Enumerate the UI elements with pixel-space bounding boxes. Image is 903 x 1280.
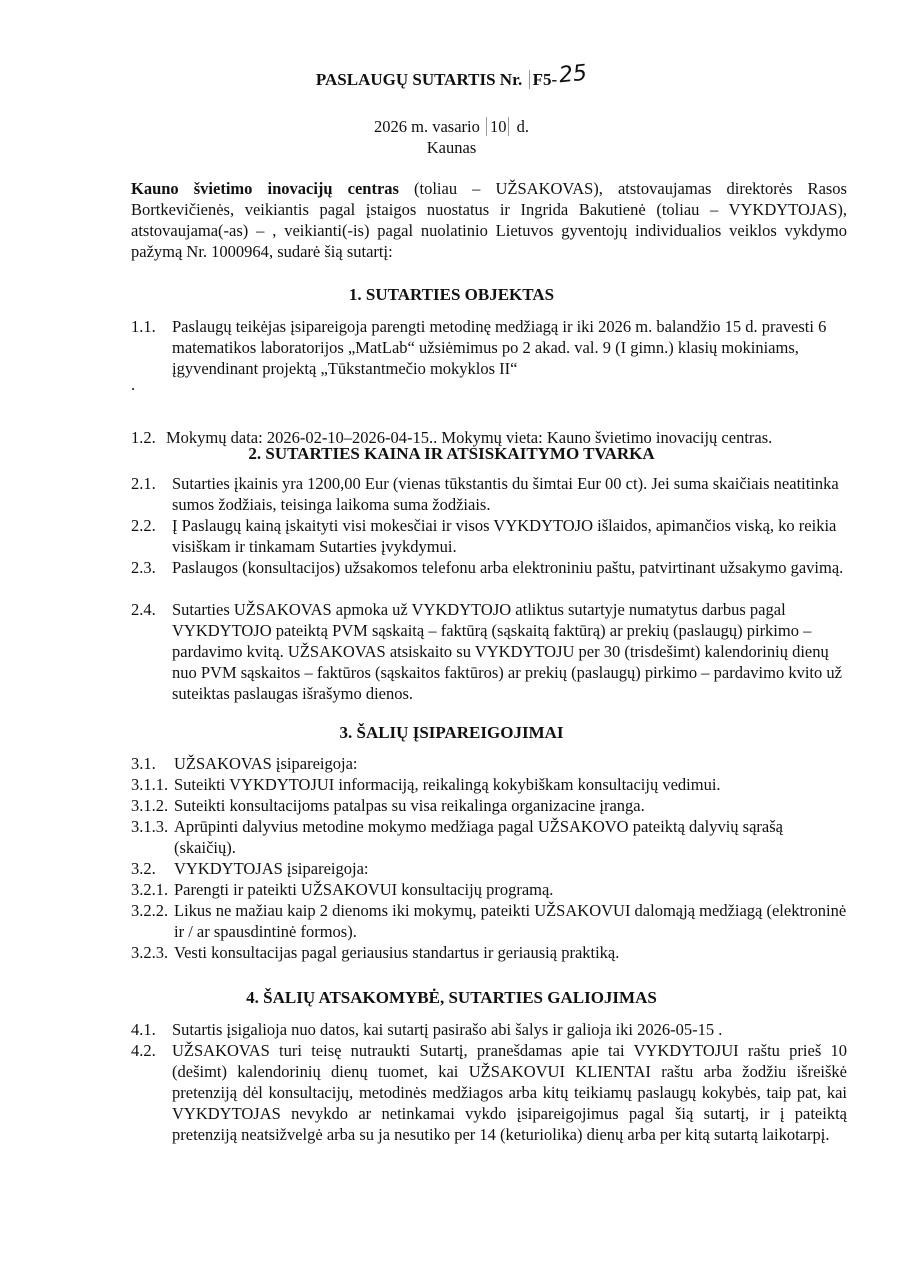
clause-text: UŽSAKOVAS įsipareigoja: bbox=[174, 754, 358, 773]
clause-number: 1.2. bbox=[131, 428, 156, 447]
clause-text: Suteikti VYKDYTOJUI informaciją, reikalingą kokybiškam konsultacijų vedimui. bbox=[174, 775, 721, 794]
clause-text: Likus ne mažiau kaip 2 dienoms iki mokymų, pateikti UŽSAKOVUI dalomąją medžiagą (elektroninė ir / ar spausdintinė formos). bbox=[174, 901, 847, 941]
clause-text: Sutarties įkainis yra 1200,00 Eur (vienas tūkstantis du šimtai Eur 00 ct). Jei suma skaičiais neatitinka sumos žodžiais, teisinga laikoma suma žodžiais. bbox=[172, 474, 839, 514]
clause-text: Į Paslaugų kainą įskaityti visi mokesčiai ir visos VYKDYTOJO išlaidos, apimančios viską, ko reikia visiškam ir tinkamam Sutarties įvykdymui. bbox=[172, 516, 837, 556]
clause-number: 2.3. bbox=[131, 558, 156, 577]
section-heading-4: 4. ŠALIŲ ATSAKOMYBĖ, SUTARTIES GALIOJIMAS bbox=[246, 988, 657, 1007]
clause-text: Suteikti konsultacijoms patalpas su visa reikalinga organizacine įranga. bbox=[174, 796, 645, 815]
party-customer: Kauno švietimo inovacijų centras bbox=[131, 179, 399, 198]
intro-text-3: , veikianti(-is) pagal bbox=[264, 221, 421, 240]
clause-number: 3.1. bbox=[131, 754, 156, 773]
clause-number: 1.1. bbox=[131, 317, 156, 336]
date-suffix: d. bbox=[508, 117, 529, 136]
clause-number: 3.2. bbox=[131, 859, 156, 878]
clause-number: 3.1.1. bbox=[131, 775, 169, 794]
clause-text: Sutartis įsigalioja nuo datos, kai sutartį pasirašo abi šalys ir galioja iki 2026-05-15 . bbox=[172, 1020, 723, 1039]
intro-dash: – bbox=[256, 221, 265, 240]
clause-number: 3.1.3. bbox=[131, 817, 169, 836]
clause-text: Paslaugos (konsultacijos) užsakomos telefonu arba elektroniniu paštu, patvirtinant užsakymo gavimą. bbox=[172, 558, 844, 577]
clause-number: 4.1. bbox=[131, 1020, 156, 1039]
clause-text: Parengti ir pateikti UŽSAKOVUI konsultacijų programą. bbox=[174, 880, 554, 899]
intro-text-4: nuolatinio Lietuvos gyventojų individualios veiklos vykdymo pažymą Nr. 1000964 bbox=[131, 221, 847, 261]
date-month: m. vasario bbox=[407, 117, 484, 136]
clause-number: 3.1.2. bbox=[131, 796, 169, 815]
clause-number: 2.2. bbox=[131, 516, 156, 535]
contract-date bbox=[0, 116, 903, 137]
contract-title bbox=[0, 60, 903, 90]
clause-number: 3.2.2. bbox=[131, 901, 169, 920]
stray-dot-mark: . bbox=[131, 375, 136, 394]
clause-text: Sutarties UŽSAKOVAS apmoka už VYKDYTOJO atliktus sutartyje numatytus darbus pagal VYKDYTOJO pateiktą PVM sąskaitą – faktūrą (sąskaitą faktūrą) ar prekių (paslaugų) pirkimo – pardavimo kvitą. UŽSAKOVAS atsiskaito su VYKDYTOJU per 30 (trisdešimt) kalendorinių dienų nuo PVM sąskaitos – faktūros (sąskaitos faktūros) ar prekių (paslaugų) pirkimo – pardavimo kvito už suteiktas paslaugas išrašymo dienos. bbox=[172, 600, 842, 703]
contract-city: Kaunas bbox=[426, 138, 477, 157]
section-heading-2: 2. SUTARTIES KAINA IR ATSISKAITYMO TVARKA bbox=[248, 444, 655, 463]
intro-text-1: (toliau – UŽSAKOVAS), atstovaujamas direktorės Rasos Bortkevičienės, veikiantis pagal įstaigos nuostatus ir bbox=[131, 179, 847, 219]
clause-text: Vesti konsultacijas pagal geriausius standartus ir geriausią praktiką. bbox=[174, 943, 620, 962]
title-text: PASLAUGŲ SUTARTIS Nr. bbox=[315, 70, 523, 89]
contract-number-prefix: F5- bbox=[529, 70, 558, 89]
clause-number: 2.4. bbox=[131, 600, 156, 619]
intro-text-2: (toliau – VYKDYTOJAS), atstovaujama(-as) bbox=[131, 200, 848, 240]
clause-text: Mokymų data: 2026-02-10–2026-04-15.. Mokymų vieta: Kauno švietimo inovacijų centras. bbox=[166, 428, 773, 447]
section-heading-3: 3. ŠALIŲ ĮSIPAREIGOJIMAI bbox=[339, 723, 564, 742]
intro-text-5: , sudarė šią sutartį: bbox=[268, 242, 393, 261]
handwritten-contract-number: 25 bbox=[557, 60, 589, 89]
party-contractor: Ingrida Bakutienė bbox=[520, 200, 646, 219]
clause-text: Aprūpinti dalyvius metodine mokymo medžiaga pagal UŽSAKOVO pateiktą dalyvių sąrašą (skaičių). bbox=[174, 817, 783, 857]
clause-text: UŽSAKOVAS turi teisę nutraukti Sutartį, pranešdamas apie tai VYKDYTOJUI raštu prieš 10 (dešimt) kalendorinių dienų tuomet, kai UŽSAKOVUI KLIENTAI raštu arba žodžiu išreiškė pretenziją dėl konsultacijų, metodinės medžiagos arba kitų teikiamų paslaugų kokybės, taip pat, kai VYKDYTOJAS nevykdo ar netinkamai vykdo įsipareigojimus pagal šią sutartį, ir į pateiktą pretenziją neatsižvelgė arba su ja nesutiko per 14 (keturiolika) dienų arba per kitą sutartą laikotarpį. bbox=[172, 1041, 847, 1144]
clause-text: VYKDYTOJAS įsipareigoja: bbox=[174, 859, 369, 878]
section-heading-1: 1. SUTARTIES OBJEKTAS bbox=[348, 285, 555, 304]
date-day: 10 bbox=[486, 117, 507, 136]
clause-number: 2.1. bbox=[131, 474, 156, 493]
clause-text: Paslaugų teikėjas įsipareigoja parengti metodinę medžiagą ir iki 2026 m. balandžio 15 d. pravesti 6 matematikos laboratorijos „MatLab“ užsiėmimus po 2 akad. val. 9 (I gimn.) klasių mokiniams, įgyvendinant projektą „Tūkstantmečio mokyklos II“ bbox=[172, 317, 827, 378]
clause-number: 3.2.1. bbox=[131, 880, 169, 899]
clause-number: 4.2. bbox=[131, 1041, 156, 1060]
intro-paragraph bbox=[131, 178, 847, 262]
clause-number: 3.2.3. bbox=[131, 943, 169, 962]
date-year: 2026 bbox=[374, 117, 407, 136]
